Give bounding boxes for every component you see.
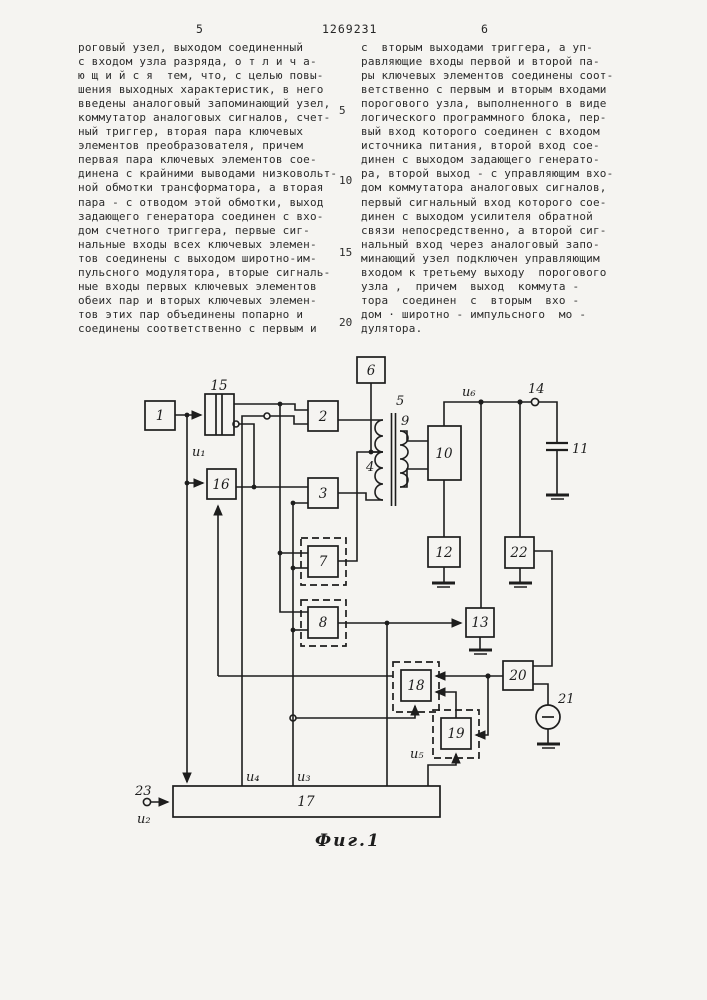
block-19-label: 19 bbox=[447, 726, 465, 742]
block-17-label: 17 bbox=[297, 794, 315, 810]
wires bbox=[151, 383, 568, 802]
block-6-label: 6 bbox=[366, 363, 376, 379]
signal-u5-label: и₅ bbox=[410, 747, 424, 762]
signal-u1-label: и₁ bbox=[192, 445, 206, 460]
terminal-14-node bbox=[531, 398, 538, 405]
left-column-number: 5 bbox=[196, 22, 204, 36]
block-7-label: 7 bbox=[318, 554, 328, 570]
right-text-column: с вторым выходами триггера, а уп- равляющие входы первой и второй па- ры ключевых элементов соединены соот- ветственно с первым и вторым входами порогового узла, выполненного в виде логического программного блока, пер- вый вход которого соединен с входом источника питания, второй вход сое- динен с выходом задающего генерато- ра, второй выход - с управляющим вхо- дом коммутатора аналоговых сигналов, первый сигнальный вход которого сое- динен с выходом усилителя обратной связи непосредственно, а второй сиг- нальный вход через аналоговый запо- минающий узел подключен управляющим входом к третьему выходу порогового узла , причем выход коммута - тора соединен с вторым вхо - дом · широтно - импульсного мо - дулятора. bbox=[361, 41, 614, 335]
terminal-23-label: 23 bbox=[135, 784, 152, 799]
block-12-label: 12 bbox=[435, 545, 453, 561]
figure-caption: Фиг.1 bbox=[315, 831, 381, 851]
block-22-label: 22 bbox=[510, 545, 528, 561]
transformer-primary-label: 4 bbox=[366, 460, 375, 475]
ground-icon bbox=[509, 583, 532, 587]
block-3-label: 3 bbox=[318, 486, 328, 502]
signal-u6-label: и₆ bbox=[462, 385, 476, 400]
block-13-label: 13 bbox=[471, 615, 489, 631]
ground-symbols bbox=[432, 495, 569, 748]
ground-icon bbox=[537, 744, 560, 748]
margin-line-number-5: 5 bbox=[339, 104, 346, 117]
signal-u4-label: и₄ bbox=[246, 770, 260, 785]
block-10-label: 10 bbox=[435, 446, 453, 462]
signal-u2-label: и₂ bbox=[137, 812, 151, 827]
ground-icon bbox=[469, 650, 492, 654]
transformer-primary-winding bbox=[375, 420, 383, 500]
block-18-label: 18 bbox=[407, 678, 425, 694]
patent-number: 1269231 bbox=[322, 22, 378, 36]
block-15-label: 15 bbox=[210, 378, 228, 394]
block-20-label: 20 bbox=[509, 668, 527, 684]
transformer-core-label: 5 bbox=[396, 394, 405, 409]
node-circle bbox=[264, 413, 270, 419]
left-text-column: роговый узел, выходом соединенный с входом узла разряда, о т л и ч а- ю щ и й с я тем, что, с целью повы- шения выходных характеристик, в него введены аналоговый запоминающий узел, коммутатор аналоговых сигналов, счет- ный триггер, вторая пара ключевых элементов преобразователя, причем первая пара ключевых элементов сое- динена с крайними выводами низковольт- ной обмотки трансформатора, а вторая пара - с отводом этой обмотки, выход задающего генератора соединен с вхо- дом счетного триггера, первые сиг- нальные входы всех ключевых элемен- тов соединены с выходом широтно-им- пульсного модулятора, вторые сигналь- ные входы первых ключевых элементов обеих пар и вторых ключевых элемен- тов этих пар объединены попарно и соединены соответственно с первым и bbox=[78, 41, 338, 335]
margin-line-number-20: 20 bbox=[339, 316, 353, 329]
source-21-label: 21 bbox=[558, 692, 575, 707]
terminal-14-label: 14 bbox=[528, 382, 545, 397]
transformer-secondary-label: 9 bbox=[401, 414, 410, 429]
margin-line-number-15: 15 bbox=[339, 246, 353, 259]
terminal-23-node bbox=[143, 798, 150, 805]
capacitor-11-label: 11 bbox=[572, 442, 589, 457]
block-16-label: 16 bbox=[212, 477, 230, 493]
block-8-label: 8 bbox=[318, 615, 328, 631]
block-2-label: 2 bbox=[318, 409, 328, 425]
ground-icon bbox=[432, 583, 455, 587]
block-15-box bbox=[205, 394, 234, 435]
right-column-number: 6 bbox=[481, 22, 489, 36]
signal-u3-label: и₃ bbox=[297, 770, 311, 785]
block-1-label: 1 bbox=[155, 408, 165, 424]
margin-line-number-10: 10 bbox=[339, 174, 353, 187]
block-boxes bbox=[145, 357, 560, 817]
ground-icon bbox=[546, 495, 569, 499]
